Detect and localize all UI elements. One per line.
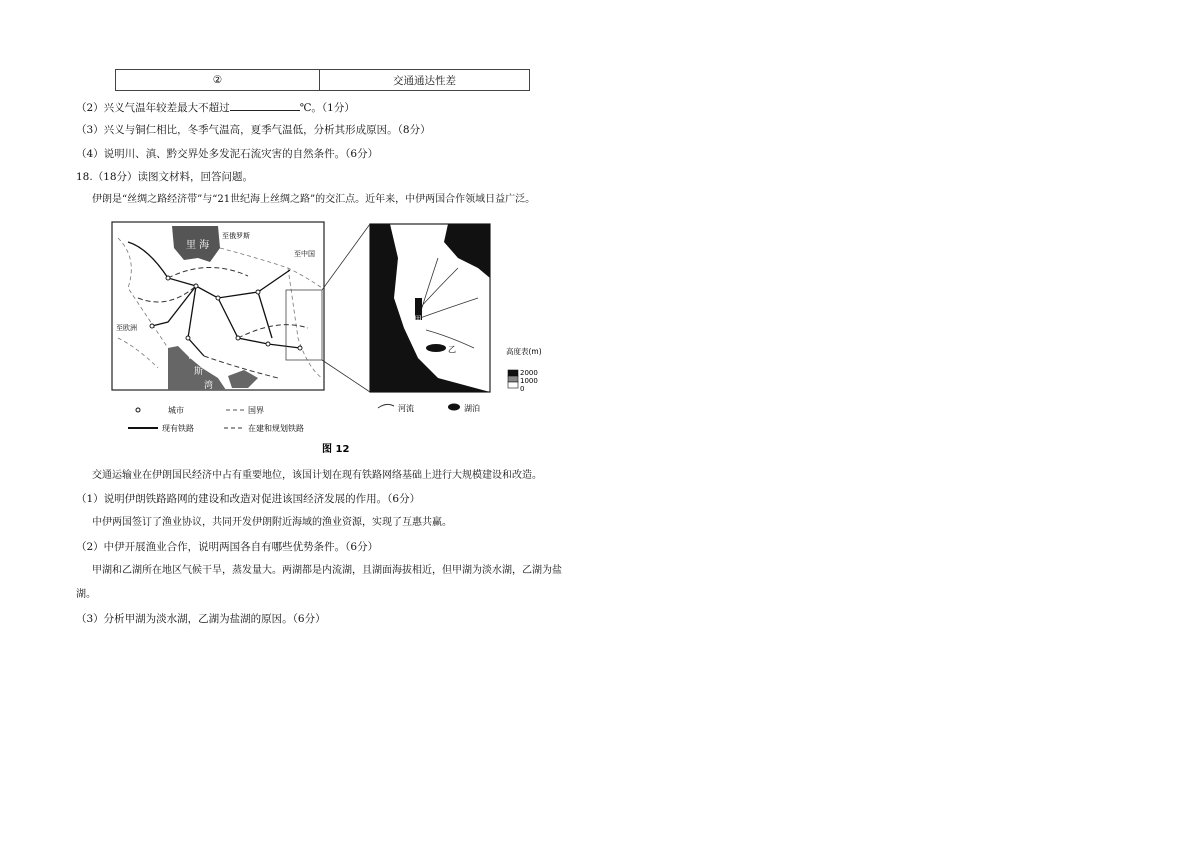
- answer-table: [115, 69, 530, 91]
- railway-legend-label: 现有铁路: [162, 424, 194, 433]
- lake-legend-icon: [448, 404, 460, 411]
- table-cell: 交通通达性差: [320, 70, 530, 91]
- border-legend-label: 国界: [248, 406, 264, 415]
- lake-yi: [426, 344, 446, 352]
- to-moscow-label: 至俄罗斯: [222, 232, 250, 240]
- planned-railway-legend-label: 在建和规划铁路: [248, 424, 304, 433]
- elevation-label: 2000: [520, 369, 538, 377]
- elevation-low-swatch: [508, 382, 518, 388]
- lake-legend-label: 湖泊: [464, 404, 480, 413]
- answer-blank: [230, 99, 300, 111]
- caspian-label: 里 海: [186, 240, 210, 251]
- question-18-intro: 伊朗是“丝绸之路经济带”与“21世纪海上丝绸之路”的交汇点。近年来，中伊两国合作领域日益广泛。: [92, 194, 536, 205]
- city-legend-label: 城市: [168, 406, 184, 415]
- table-cell: ②: [116, 70, 320, 91]
- city-legend-icon: [136, 408, 140, 412]
- connector-line: [322, 224, 370, 290]
- to-china-label: 至中国: [294, 250, 315, 258]
- question-18-3: （3）分析甲湖为淡水湖，乙湖为盐湖的原因。（6分）: [76, 613, 326, 625]
- question-18-2: （2）中伊开展渔业合作，说明两国各自有哪些优势条件。（6分）: [76, 541, 379, 553]
- paragraph: 中伊两国签订了渔业协议，共同开发伊朗附近海域的渔业资源，实现了互惠共赢。: [92, 517, 452, 528]
- elevation-legend-title: 高度表(m): [506, 347, 542, 356]
- elevation-label: 0: [520, 385, 525, 393]
- connector-line: [322, 360, 370, 392]
- to-europe-label: 至欧洲: [116, 324, 137, 332]
- elevation-label: 1000: [520, 377, 538, 385]
- lake-yi-label: 乙: [448, 345, 456, 354]
- gulf-label: 波: [188, 351, 198, 361]
- gulf-label: 湾: [204, 381, 214, 391]
- gulf-label: 斯: [194, 367, 204, 377]
- question-text: （2）兴义气温年较差最大不超过: [76, 102, 230, 114]
- river-legend-label: 河流: [398, 404, 414, 413]
- paragraph: 甲湖和乙湖所在地区气候干旱，蒸发量大。两湖都是内流湖，且湖面海拔相近，但甲湖为淡水湖，乙湖为盐: [92, 565, 562, 576]
- table-row: [116, 70, 530, 91]
- question-18-header: 18.（18分）读图文材料，回答问题。: [76, 171, 254, 183]
- elevation-high-swatch: [508, 370, 518, 376]
- elevation-mid-swatch: [508, 376, 518, 382]
- question-18-1: （1）说明伊朗铁路路网的建设和改造对促进该国经济发展的作用。（6分）: [76, 493, 421, 505]
- lake-jia-label: 甲: [414, 315, 422, 324]
- river-legend-icon: [378, 404, 394, 408]
- paragraph: 交通运输业在伊朗国民经济中占有重要地位，该国计划在现有铁路网络基础上进行大规模建设和改造。: [92, 470, 542, 481]
- question-17-4: （4）说明川、滇、黔交界处多发泥石流灾害的自然条件。（6分）: [76, 148, 379, 160]
- figure-caption: 图 12: [322, 444, 350, 455]
- paragraph: 湖。: [76, 589, 96, 600]
- question-text: ℃。（1分）: [299, 102, 355, 114]
- iran-map-figure: [108, 218, 568, 458]
- question-17-2: [76, 99, 355, 115]
- question-17-3: （3）兴义与铜仁相比，冬季气温高，夏季气温低，分析其形成原因。（8分）: [76, 124, 431, 136]
